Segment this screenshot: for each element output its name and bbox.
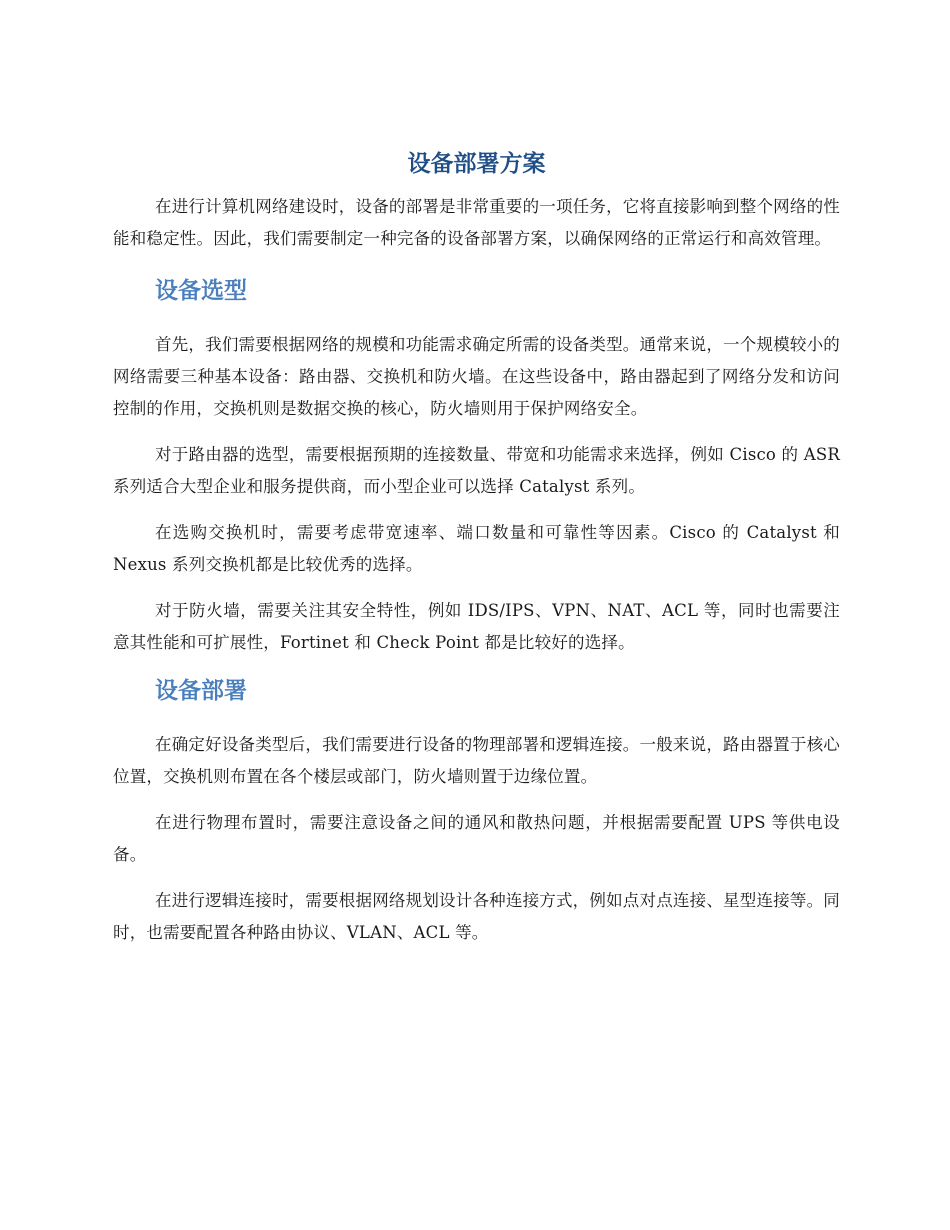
paragraph: 在选购交换机时，需要考虑带宽速率、端口数量和可靠性等因素。Cisco 的 Catalyst 和 Nexus 系列交换机都是比较优秀的选择。: [113, 523, 840, 574]
paragraph: 对于防火墙，需要关注其安全特性，例如 IDS/IPS、VPN、NAT、ACL 等，同时也需要注意其性能和可扩展性，Fortinet 和 Check Point 都是比较好的选择。: [113, 601, 840, 652]
paragraph: 对于路由器的选型，需要根据预期的连接数量、带宽和功能需求来选择，例如 Cisco 的 ASR 系列适合大型企业和服务提供商，而小型企业可以选择 Catalyst 系列。: [113, 445, 840, 496]
document-page: [113, 145, 840, 949]
intro-paragraph: 在进行计算机网络建设时，设备的部署是非常重要的一项任务，它将直接影响到整个网络的性能和稳定性。因此，我们需要制定一种完备的设备部署方案，以确保网络的正常运行和高效管理。: [113, 197, 840, 248]
paragraph: 在进行物理布置时，需要注意设备之间的通风和散热问题，并根据需要配置 UPS 等供电设备。: [113, 813, 840, 864]
paragraph: 首先，我们需要根据网络的规模和功能需求确定所需的设备类型。通常来说，一个规模较小的网络需要三种基本设备：路由器、交换机和防火墙。在这些设备中，路由器起到了网络分发和访问控制的作用，交换机则是数据交换的核心，防火墙则用于保护网络安全。: [113, 335, 840, 418]
document-title: 设备部署方案: [407, 151, 546, 177]
paragraph: 在进行逻辑连接时，需要根据网络规划设计各种连接方式，例如点对点连接、星型连接等。同时，也需要配置各种路由协议、VLAN、ACL 等。: [113, 891, 840, 942]
section-heading-device-selection: 设备选型: [155, 278, 247, 304]
paragraph: 在确定好设备类型后，我们需要进行设备的物理部署和逻辑连接。一般来说，路由器置于核心位置，交换机则布置在各个楼层或部门，防火墙则置于边缘位置。: [113, 735, 840, 786]
section-heading-device-deployment: 设备部署: [155, 678, 247, 704]
